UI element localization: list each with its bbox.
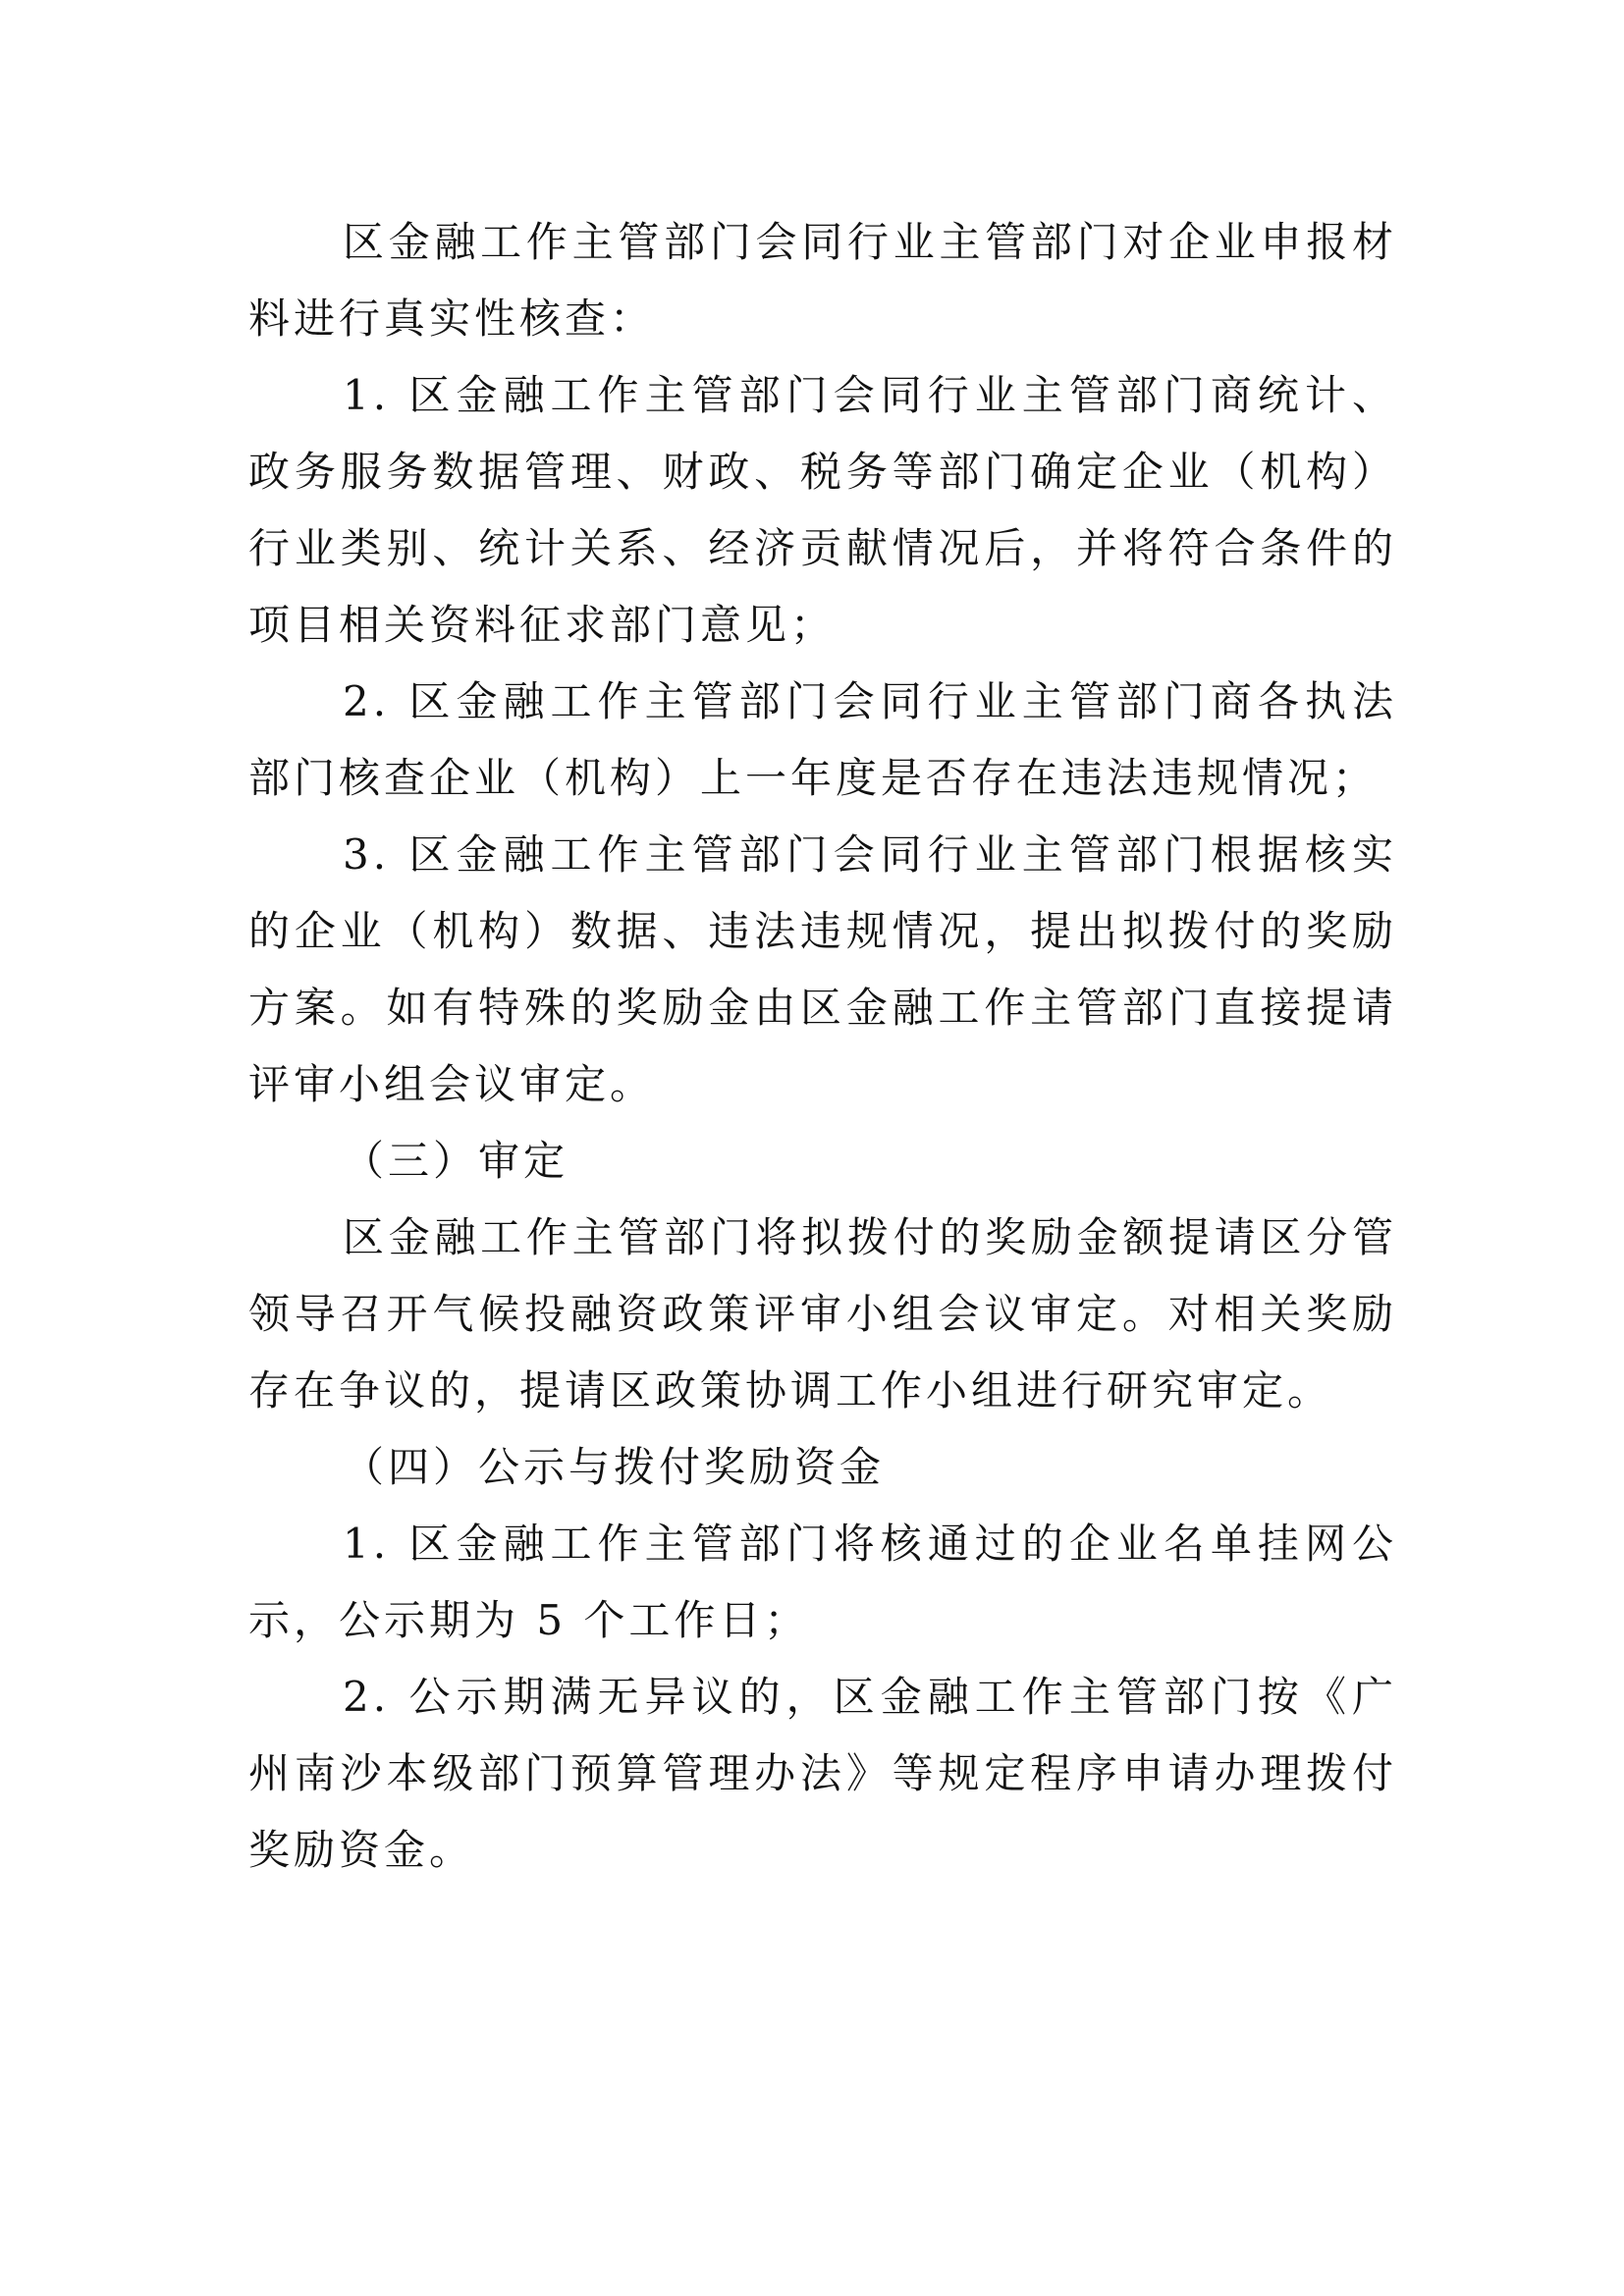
section-heading-approval: （三）审定 — [343, 1137, 569, 1185]
document-body — [248, 204, 1397, 1889]
paragraph-publicity-1: 1. 区金融工作主管部门将核通过的企业名单挂网公示，公示期为 5 个工作日； — [248, 1520, 1397, 1644]
paragraph-verification-intro: 区金融工作主管部门会同行业主管部门对企业申报材料进行真实性核查： — [248, 218, 1397, 343]
paragraph-publicity-2: 2. 公示期满无异议的，区金融工作主管部门按《广州南沙本级部门预算管理办法》等规定程序申请办理拨付奖励资金。 — [248, 1673, 1397, 1874]
paragraph-approval: 区金融工作主管部门将拟拨付的奖励金额提请区分管领导召开气候投融资政策评审小组会议审定。对相关奖励存在争议的，提请区政策协调工作小组进行研究审定。 — [248, 1213, 1397, 1415]
paragraph-item-3: 3. 区金融工作主管部门会同行业主管部门根据核实的企业（机构）数据、违法违规情况，提出拟拨付的奖励方案。如有特殊的奖励金由区金融工作主管部门直接提请评审小组会议审定。 — [248, 830, 1397, 1108]
section-heading-publicity: （四）公示与拨付奖励资金 — [343, 1443, 886, 1491]
paragraph-item-1: 1. 区金融工作主管部门会同行业主管部门商统计、政务服务数据管理、财政、税务等部门确定企业（机构）行业类别、统计关系、经济贡献情况后，并将符合条件的项目相关资料征求部门意见； — [248, 371, 1397, 649]
paragraph-item-2: 2. 区金融工作主管部门会同行业主管部门商各执法部门核查企业（机构）上一年度是否存在违法违规情况； — [248, 677, 1397, 802]
